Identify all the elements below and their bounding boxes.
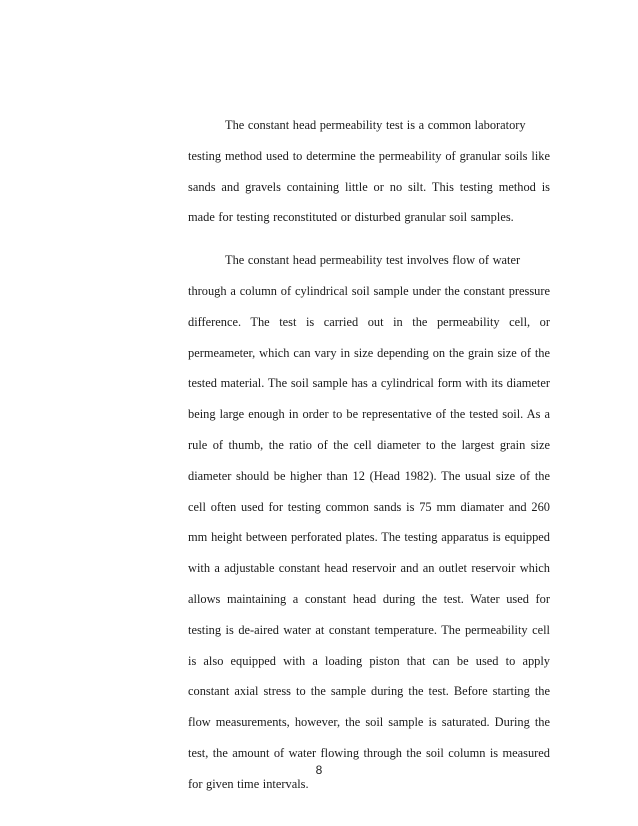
text-line: with a adjustable constant head reservoir and an outlet reservoir which: [188, 561, 550, 576]
paragraph-2: [188, 245, 550, 799]
text-line: testing is de-aired water at constant temperature. The permeability cell: [188, 622, 550, 637]
page-number: 8: [315, 763, 323, 777]
text-line: through a column of cylindrical soil sample under the constant pressure: [188, 283, 550, 298]
text-line: constant axial stress to the sample during the test. Before starting the: [188, 684, 550, 699]
text-line: mm height between perforated plates. The testing apparatus is equipped: [188, 530, 550, 545]
text-line: made for testing reconstituted or disturbed granular soil samples.: [188, 210, 514, 225]
text-line: The constant head permeability test is a common laboratory: [225, 118, 526, 132]
text-line: sands and gravels containing little or no silt. This testing method is: [188, 179, 550, 194]
text-line: is also equipped with a loading piston that can be used to apply: [188, 653, 550, 668]
text-line: being large enough in order to be representative of the tested soil. As a: [188, 407, 550, 422]
text-line: permeameter, which can vary in size depending on the grain size of the: [188, 345, 550, 360]
text-line: allows maintaining a constant head during the test. Water used for: [188, 591, 550, 606]
text-line: test, the amount of water flowing through the soil column is measured: [188, 745, 550, 760]
paragraph-1: [188, 110, 550, 233]
paragraph-gap: [188, 233, 550, 245]
text-line: for given time intervals.: [188, 776, 309, 791]
text-line: rule of thumb, the ratio of the cell diameter to the largest grain size: [188, 437, 550, 452]
text-line: tested material. The soil sample has a cylindrical form with its diameter: [188, 376, 550, 391]
text-line: diameter should be higher than 12 (Head 1982). The usual size of the: [188, 468, 550, 483]
text-line: flow measurements, however, the soil sample is saturated. During the: [188, 715, 550, 730]
text-line: difference. The test is carried out in the permeability cell, or: [188, 314, 550, 329]
body-text: [188, 110, 550, 800]
text-line: cell often used for testing common sands is 75 mm diamater and 260: [188, 499, 550, 514]
text-line: The constant head permeability test involves flow of water: [225, 253, 521, 268]
text-line: testing method used to determine the permeability of granular soils like: [188, 148, 550, 163]
